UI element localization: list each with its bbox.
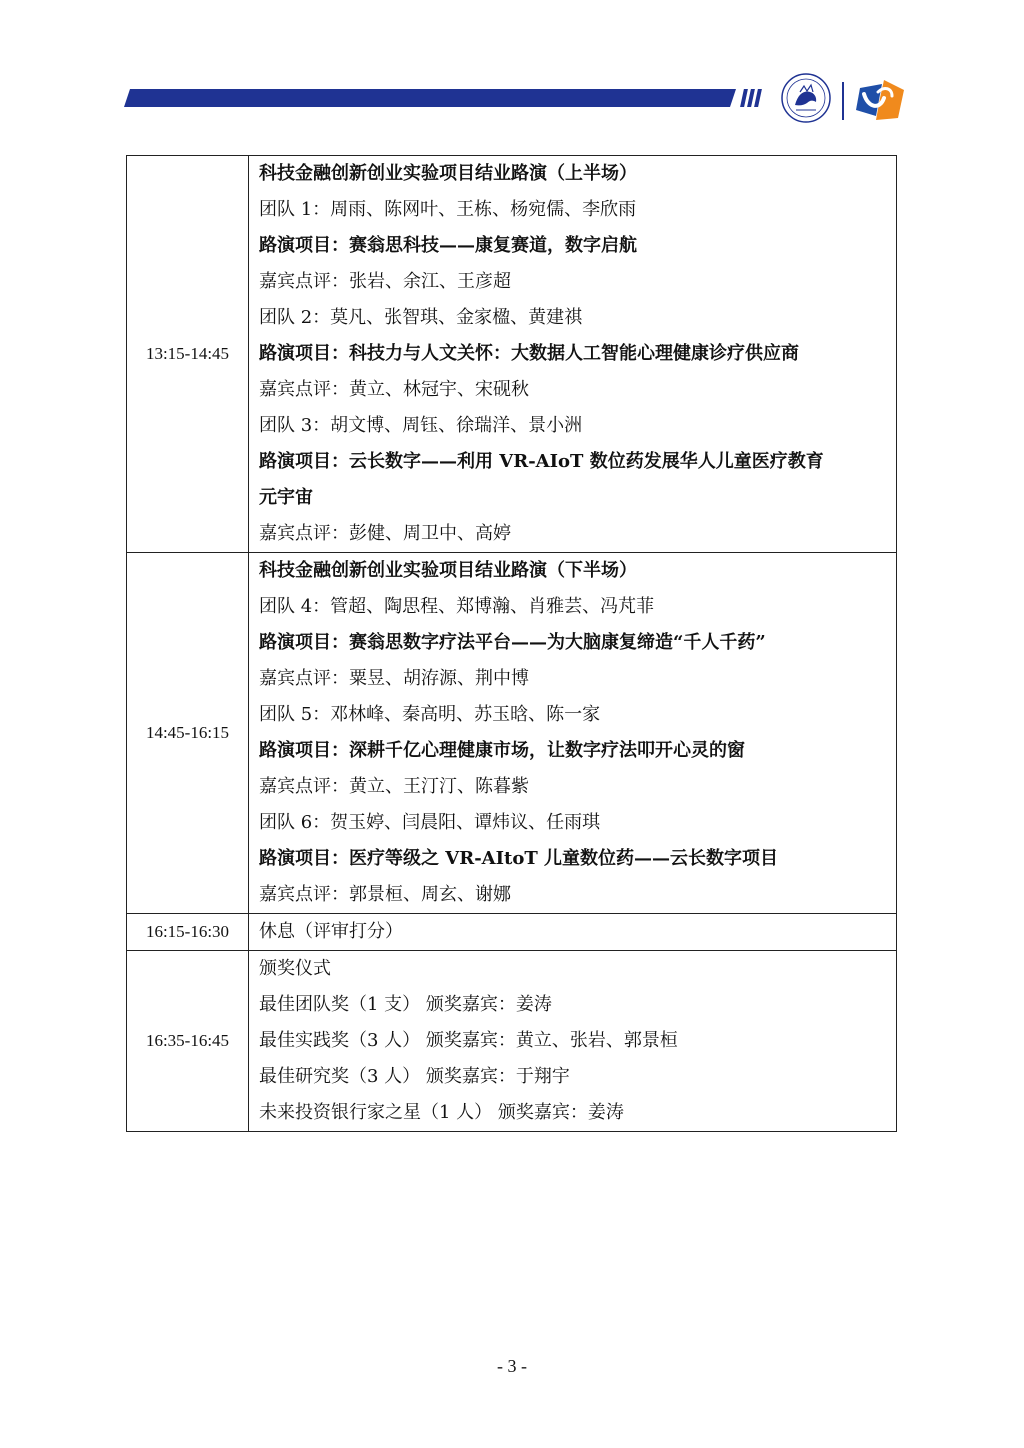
schedule-row bbox=[127, 914, 897, 951]
heading-line: 科技金融创新创业实验项目结业路演（下半场） bbox=[259, 560, 637, 581]
detail-line: 嘉宾点评：粟昱、胡洊源、荆中博 bbox=[259, 668, 529, 689]
brand-logo-icon bbox=[854, 78, 906, 122]
heading-line: 科技金融创新创业实验项目结业路演（上半场） bbox=[259, 163, 637, 184]
schedule-table bbox=[126, 155, 897, 1132]
detail-line: 嘉宾点评：张岩、余江、王彦超 bbox=[259, 271, 511, 292]
detail-line: 团队 4：管超、陶思程、郑博瀚、肖雅芸、冯芃菲 bbox=[259, 596, 655, 617]
detail-line: 团队 3：胡文博、周钰、徐瑞洋、景小洲 bbox=[259, 415, 583, 436]
header-stripes bbox=[740, 89, 764, 107]
schedule-row bbox=[127, 951, 897, 1132]
detail-line: 嘉宾点评：郭景桓、周玄、谢娜 bbox=[259, 884, 511, 905]
detail-line: 嘉宾点评：黄立、林冠宇、宋砚秋 bbox=[259, 379, 529, 400]
detail-line: 团队 5：邓林峰、秦高明、苏玉晗、陈一家 bbox=[259, 704, 601, 725]
content-cell bbox=[249, 914, 897, 951]
detail-line: 团队 1：周雨、陈网叶、王栋、杨宛儒、李欣雨 bbox=[259, 199, 637, 220]
detail-line: 最佳团队奖（1 支） 颁奖嘉宾：姜涛 bbox=[259, 994, 552, 1015]
schedule-row bbox=[127, 553, 897, 914]
time-cell: 16:35-16:45 bbox=[127, 951, 249, 1132]
detail-line: 未来投资银行家之星（1 人） 颁奖嘉宾：姜涛 bbox=[259, 1102, 624, 1123]
header-bar bbox=[124, 89, 736, 107]
schedule-row bbox=[127, 156, 897, 553]
content-cell bbox=[249, 951, 897, 1132]
heading-line: 路演项目：科技力与人文关怀：大数据人工智能心理健康诊疗供应商 bbox=[259, 343, 799, 364]
heading-line: 路演项目：深耕千亿心理健康市场，让数字疗法叩开心灵的窗 bbox=[259, 740, 745, 761]
detail-line: 颁奖仪式 bbox=[259, 958, 331, 979]
heading-line: 路演项目：赛翁思数字疗法平台——为大脑康复缔造“千人千药” bbox=[259, 632, 766, 653]
detail-line: 嘉宾点评：黄立、王汀汀、陈暮紫 bbox=[259, 776, 529, 797]
heading-line: 元宇宙 bbox=[259, 487, 313, 508]
logo-divider bbox=[842, 82, 844, 120]
heading-line: 路演项目：赛翁思科技——康复赛道，数字启航 bbox=[259, 235, 637, 256]
detail-line: 嘉宾点评：彭健、周卫中、高婷 bbox=[259, 523, 511, 544]
time-cell: 13:15-14:45 bbox=[127, 156, 249, 553]
detail-line: 团队 2：莫凡、张智琪、金家楹、黄建祺 bbox=[259, 307, 583, 328]
time-cell: 14:45-16:15 bbox=[127, 553, 249, 914]
content-cell bbox=[249, 553, 897, 914]
time-cell: 16:15-16:30 bbox=[127, 914, 249, 951]
heading-line: 路演项目：医疗等级之 VR-AItoT 儿童数位药——云长数字项目 bbox=[259, 848, 779, 869]
detail-line: 最佳实践奖（3 人） 颁奖嘉宾：黄立、张岩、郭景桓 bbox=[259, 1030, 678, 1051]
detail-line: 休息（评审打分） bbox=[259, 921, 403, 942]
detail-line: 最佳研究奖（3 人） 颁奖嘉宾：于翔宇 bbox=[259, 1066, 570, 1087]
content-cell bbox=[249, 156, 897, 553]
heading-line: 路演项目：云长数字——利用 VR-AIoT 数位药发展华人儿童医疗教育 bbox=[259, 451, 824, 472]
page-number: - 3 - bbox=[497, 1356, 527, 1376]
university-seal-icon bbox=[780, 72, 832, 124]
detail-line: 团队 6：贺玉婷、闫晨阳、谭炜议、任雨琪 bbox=[259, 812, 601, 833]
